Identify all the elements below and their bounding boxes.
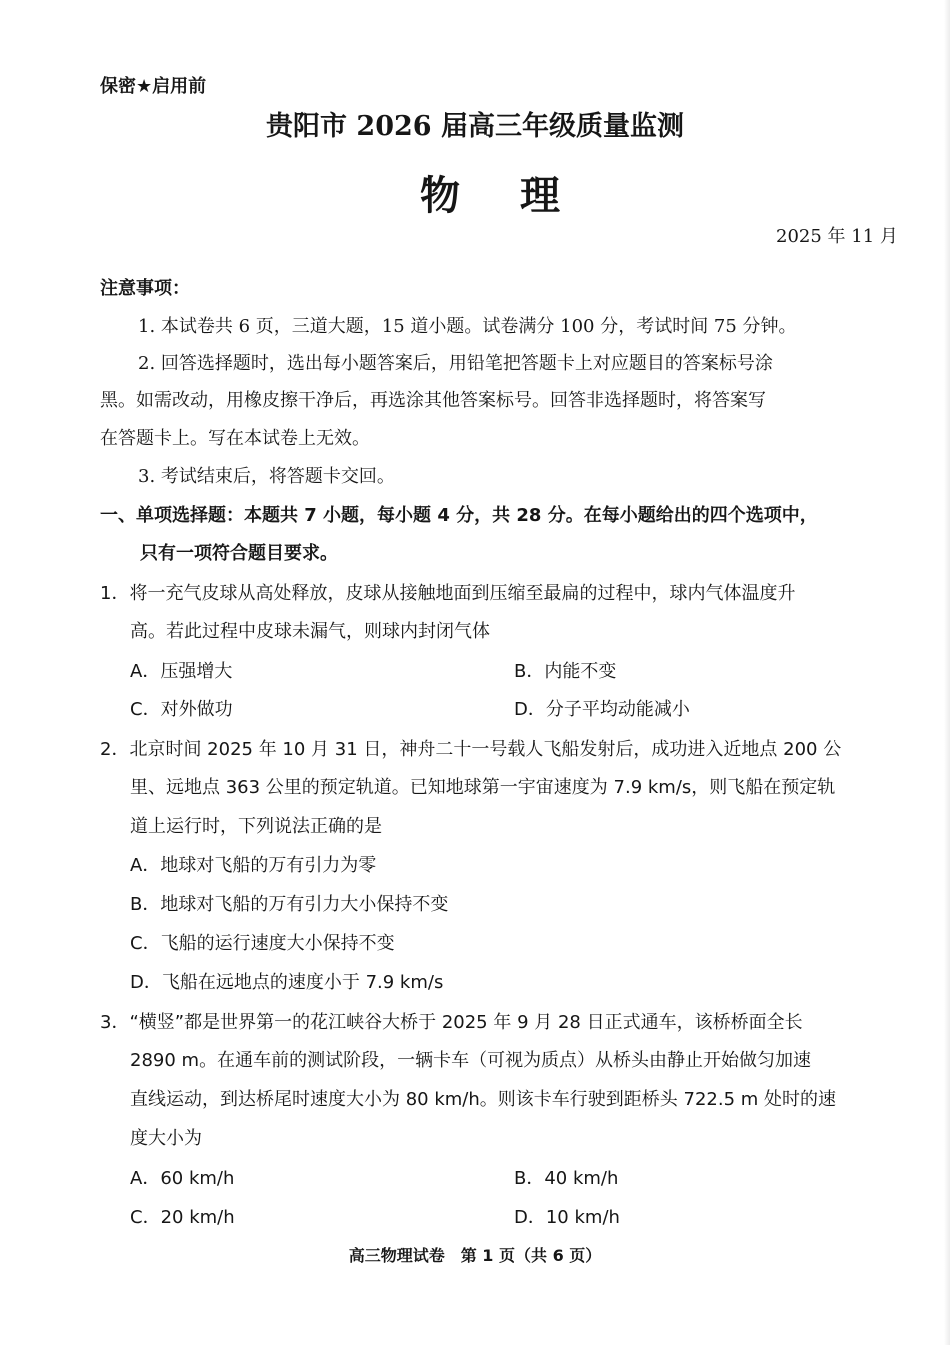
q2-option-b: B．地球对飞船的万有引力大小保持不变 <box>130 894 449 915</box>
q3-option-b: B．40 km/h <box>514 1168 619 1189</box>
page-footer: 高三物理试卷 第 1 页（共 6 页） <box>348 1246 602 1265</box>
notice-line-2: 2. 回答选择题时，选出每小题答案后，用铅笔把答题卡上对应题目的答案标号涂 <box>138 353 773 374</box>
q2-stem-line-2: 里、远地点 363 公里的预定轨道。已知地球第一宇宙速度为 7.9 km/s，则飞船在预定轨 <box>130 777 836 798</box>
q3-stem-line-3: 直线运动，到达桥尾时速度大小为 80 km/h。则该卡车行驶到距桥头 722.5 m 处时的速 <box>130 1089 837 1110</box>
exam-date: 2025 年 11 月 <box>776 226 898 247</box>
confidential-label: 保密★启用前 <box>100 76 207 97</box>
q2-option-c: C．飞船的运行速度大小保持不变 <box>130 933 395 954</box>
notice-heading: 注意事项： <box>100 278 190 299</box>
q2-stem-line-3: 道上运行时，下列说法正确的是 <box>130 816 382 837</box>
exam-title: 贵阳市 2026 届高三年级质量监测 <box>266 111 684 142</box>
scan-edge-shadow <box>944 0 950 1345</box>
q1-option-d: D．分子平均动能减小 <box>514 699 690 720</box>
q1-stem-line-2: 高。若此过程中皮球未漏气，则球内封闭气体 <box>130 621 490 642</box>
q3-stem-line-4: 度大小为 <box>130 1128 202 1149</box>
q3-stem-line-1: 3．“横竖”都是世界第一的花江峡谷大桥于 2025 年 9 月 28 日正式通车，该桥桥面全长 <box>100 1012 803 1033</box>
q2-option-a: A．地球对飞船的万有引力为零 <box>130 855 377 876</box>
q2-option-d: D．飞船在远地点的速度小于 7.9 km/s <box>130 972 444 993</box>
q3-option-d: D．10 km/h <box>514 1207 620 1228</box>
notice-line-4: 在答题卡上。写在本试卷上无效。 <box>100 428 370 449</box>
section-heading: 一、单项选择题：本题共 7 小题，每小题 4 分，共 28 分。在每小题给出的四个选项中， <box>100 505 818 526</box>
notice-line-3: 黑。如需改动，用橡皮擦干净后，再选涂其他答案标号。回答非选择题时，将答案写 <box>100 390 766 411</box>
q1-option-a: A．压强增大 <box>130 661 233 682</box>
q3-stem-line-2: 2890 m。在通车前的测试阶段，一辆卡车（可视为质点）从桥头由静止开始做匀加速 <box>130 1050 812 1071</box>
q1-option-c: C．对外做功 <box>130 699 233 720</box>
q1-option-b: B．内能不变 <box>514 661 617 682</box>
q2-stem-line-1: 2．北京时间 2025 年 10 月 31 日，神舟二十一号载人飞船发射后，成功进入近地点 200 公 <box>100 739 842 760</box>
q3-option-a: A．60 km/h <box>130 1168 235 1189</box>
section-heading-cont: 只有一项符合题目要求。 <box>140 543 338 564</box>
notice-line-5: 3. 考试结束后，将答题卡交回。 <box>138 466 395 487</box>
subject-title: 物理 <box>420 172 620 219</box>
q3-option-c: C．20 km/h <box>130 1207 235 1228</box>
q1-stem-line-1: 1．将一充气皮球从高处释放，皮球从接触地面到压缩至最扁的过程中，球内气体温度升 <box>100 583 796 604</box>
notice-line-1: 1. 本试卷共 6 页，三道大题，15 道小题。试卷满分 100 分，考试时间 75 分钟。 <box>138 316 797 337</box>
